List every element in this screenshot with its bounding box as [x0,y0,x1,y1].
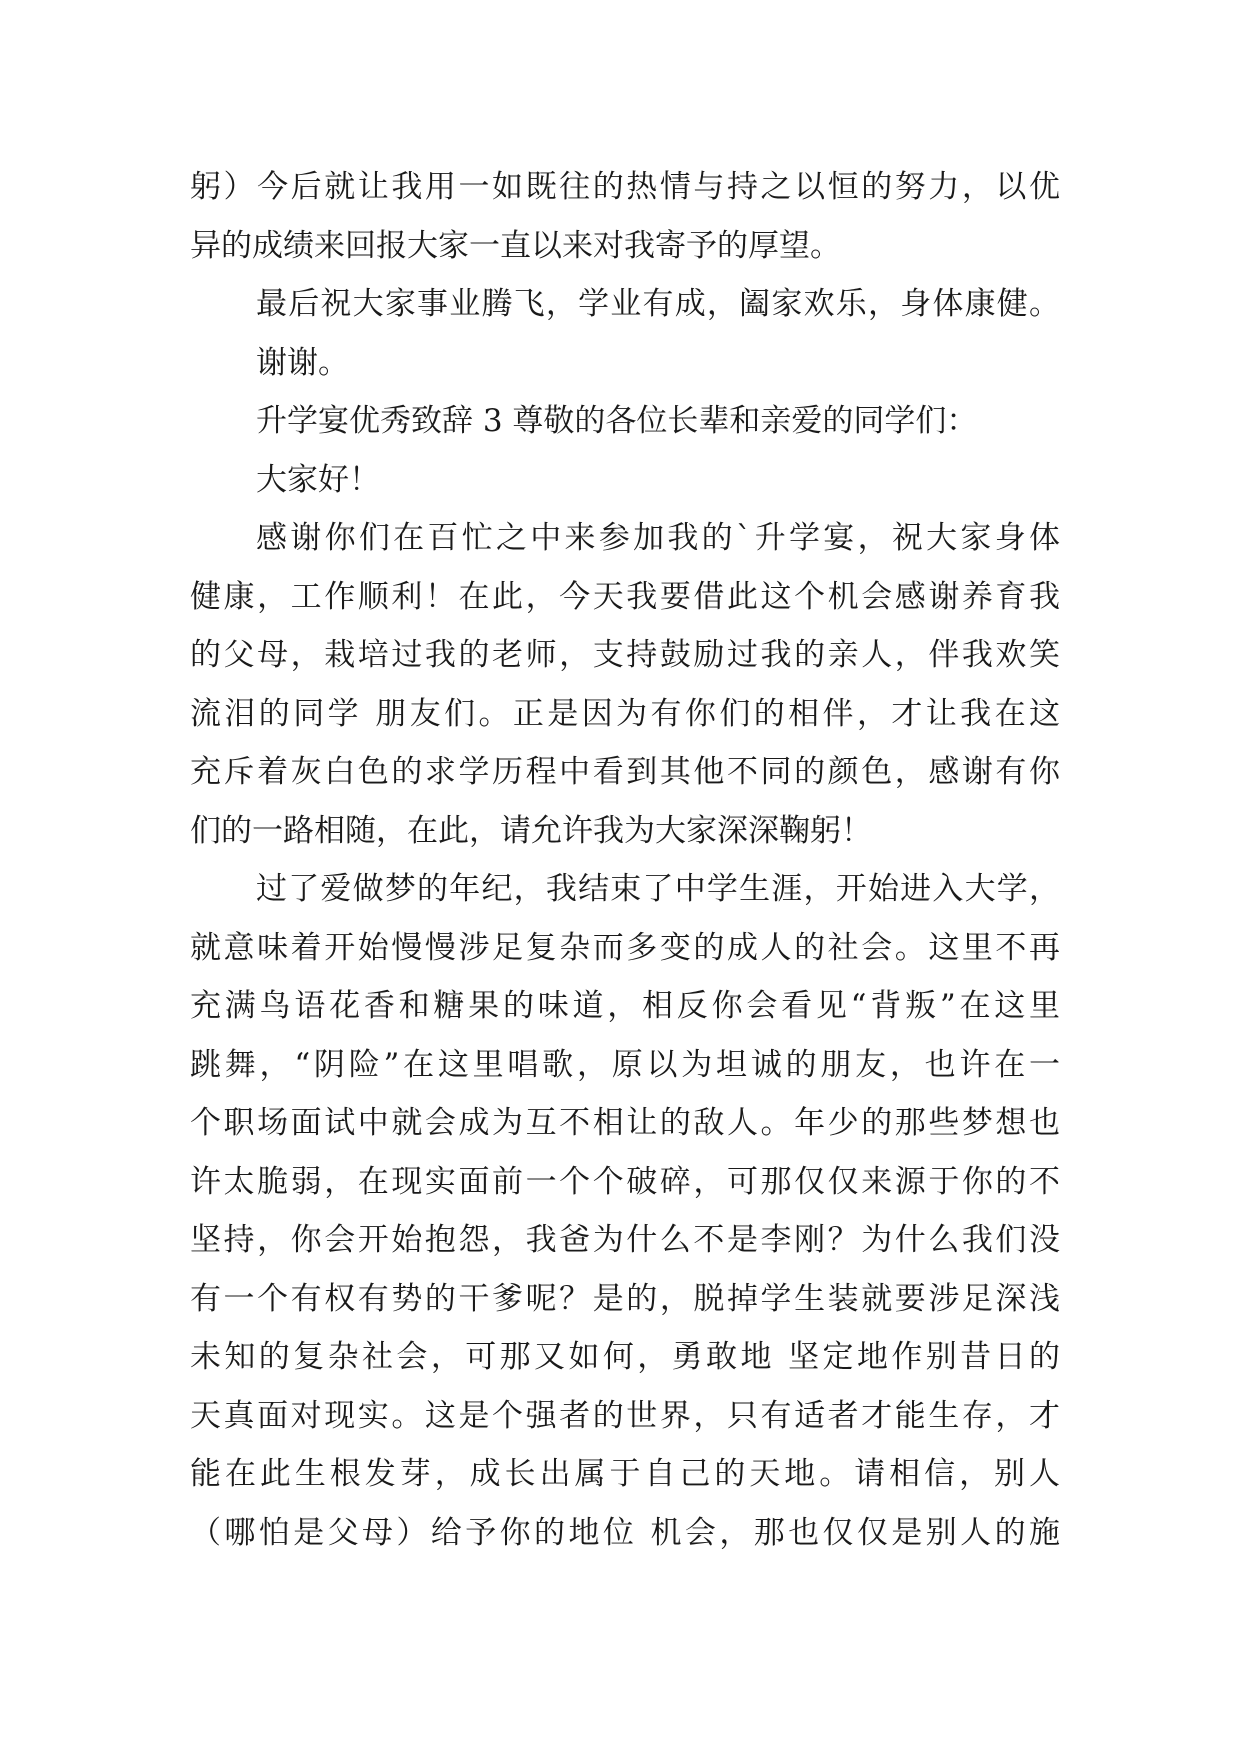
text-line: 坚持，你会开始抱怨，我爸为什么不是李刚？为什么我们没 [190,1222,1060,1258]
text-line: 就意味着开始慢慢涉足复杂而多变的成人的社会。这里不再 [190,929,1060,966]
text-line: 感谢你们在百忙之中来参加我的`升学宴，祝大家身体 [256,520,1060,556]
text-line: 大家好！ [256,461,380,498]
text-line: 健康，工作顺利！在此，今天我要借此这个机会感谢养育我 [190,578,1060,615]
text-line: 过了爱做梦的年纪，我结束了中学生涯，开始进入大学， [256,871,1060,907]
text-line: （哪怕是父母）给予你的地位 机会，那也仅仅是别人的施 [190,1514,1060,1551]
text-line: 躬）今后就让我用一如既往的热情与持之以恒的努力，以优 [190,169,1060,205]
text-line: 未知的复杂社会，可那又如何，勇敢地 坚定地作别昔日的 [190,1339,1060,1375]
text-line: 异的成绩来回报大家一直以来对我寄予的厚望。 [190,227,841,264]
text-line: 充满鸟语花香和糖果的味道，相反你会看见“背叛”在这里 [190,988,1060,1024]
text-line: 有一个有权有势的干爹呢？是的，脱掉学生装就要涉足深浅 [190,1280,1060,1317]
text-line: 能在此生根发芽，成长出属于自己的天地。请相信，别人 [190,1456,1060,1492]
text-line: 个职场面试中就会成为互不相让的敌人。年少的那些梦想也 [190,1105,1060,1141]
body-text [190,158,1060,1562]
text-line: 升学宴优秀致辞 3 尊敬的各位长辈和亲爱的同学们： [256,403,978,439]
text-line: 谢谢。 [256,344,349,381]
text-line: 天真面对现实。这是个强者的世界，只有适者才能生存，才 [190,1397,1060,1434]
text-line: 们的一路相随，在此，请允许我为大家深深鞠躬！ [190,812,872,849]
text-line: 的父母，栽培过我的老师，支持鼓励过我的亲人，伴我欢笑 [190,637,1060,673]
text-line: 许太脆弱，在现实面前一个个破碎，可那仅仅来源于你的不 [190,1163,1060,1200]
text-line: 充斥着灰白色的求学历程中看到其他不同的颜色，感谢有你 [190,754,1060,790]
text-line: 流泪的同学 朋友们。正是因为有你们的相伴，才让我在这 [190,695,1060,732]
text-line: 最后祝大家事业腾飞，学业有成，阖家欢乐，身体康健。 [256,286,1060,322]
text-line: 跳舞，“阴险”在这里唱歌，原以为坦诚的朋友，也许在一 [190,1046,1060,1083]
